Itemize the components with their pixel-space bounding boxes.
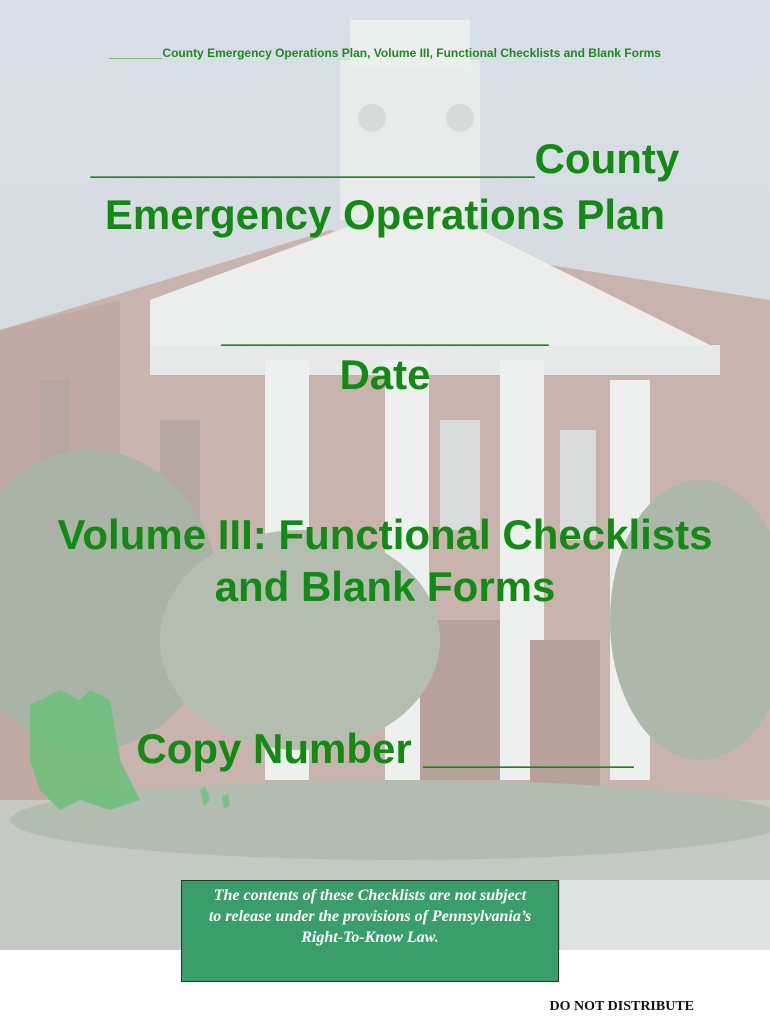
notice-line-3: Right-To-Know Law. [301,929,439,946]
copy-number-label: Copy Number [136,725,412,772]
copy-number [0,724,770,774]
notice-line-1: The contents of these Checklists are not subject [213,887,527,904]
date-label: Date [339,351,431,398]
running-header [0,46,770,60]
do-not-distribute-label: DO NOT DISTRIBUTE [549,999,694,1014]
title-line-plan: Emergency Operations Plan [104,191,666,238]
county-word: County [534,135,680,182]
title-line-county [0,134,770,184]
header-text: County Emergency Operations Plan, Volume III, Functional Checklists and Blank Forms [162,46,661,60]
date-blank: ______________ [221,303,549,350]
county-name-blank: ___________________ [90,135,535,182]
right-to-know-notice [181,880,559,982]
header-county-blank: ________ [109,46,163,60]
volume-title-line2: and Blank Forms [214,563,556,610]
notice-line-2: to release under the provisions of Pennsylvania’s [208,908,532,925]
copy-number-blank: _________ [423,725,634,772]
volume-title-line1: Volume III: Functional Checklists [57,511,713,558]
